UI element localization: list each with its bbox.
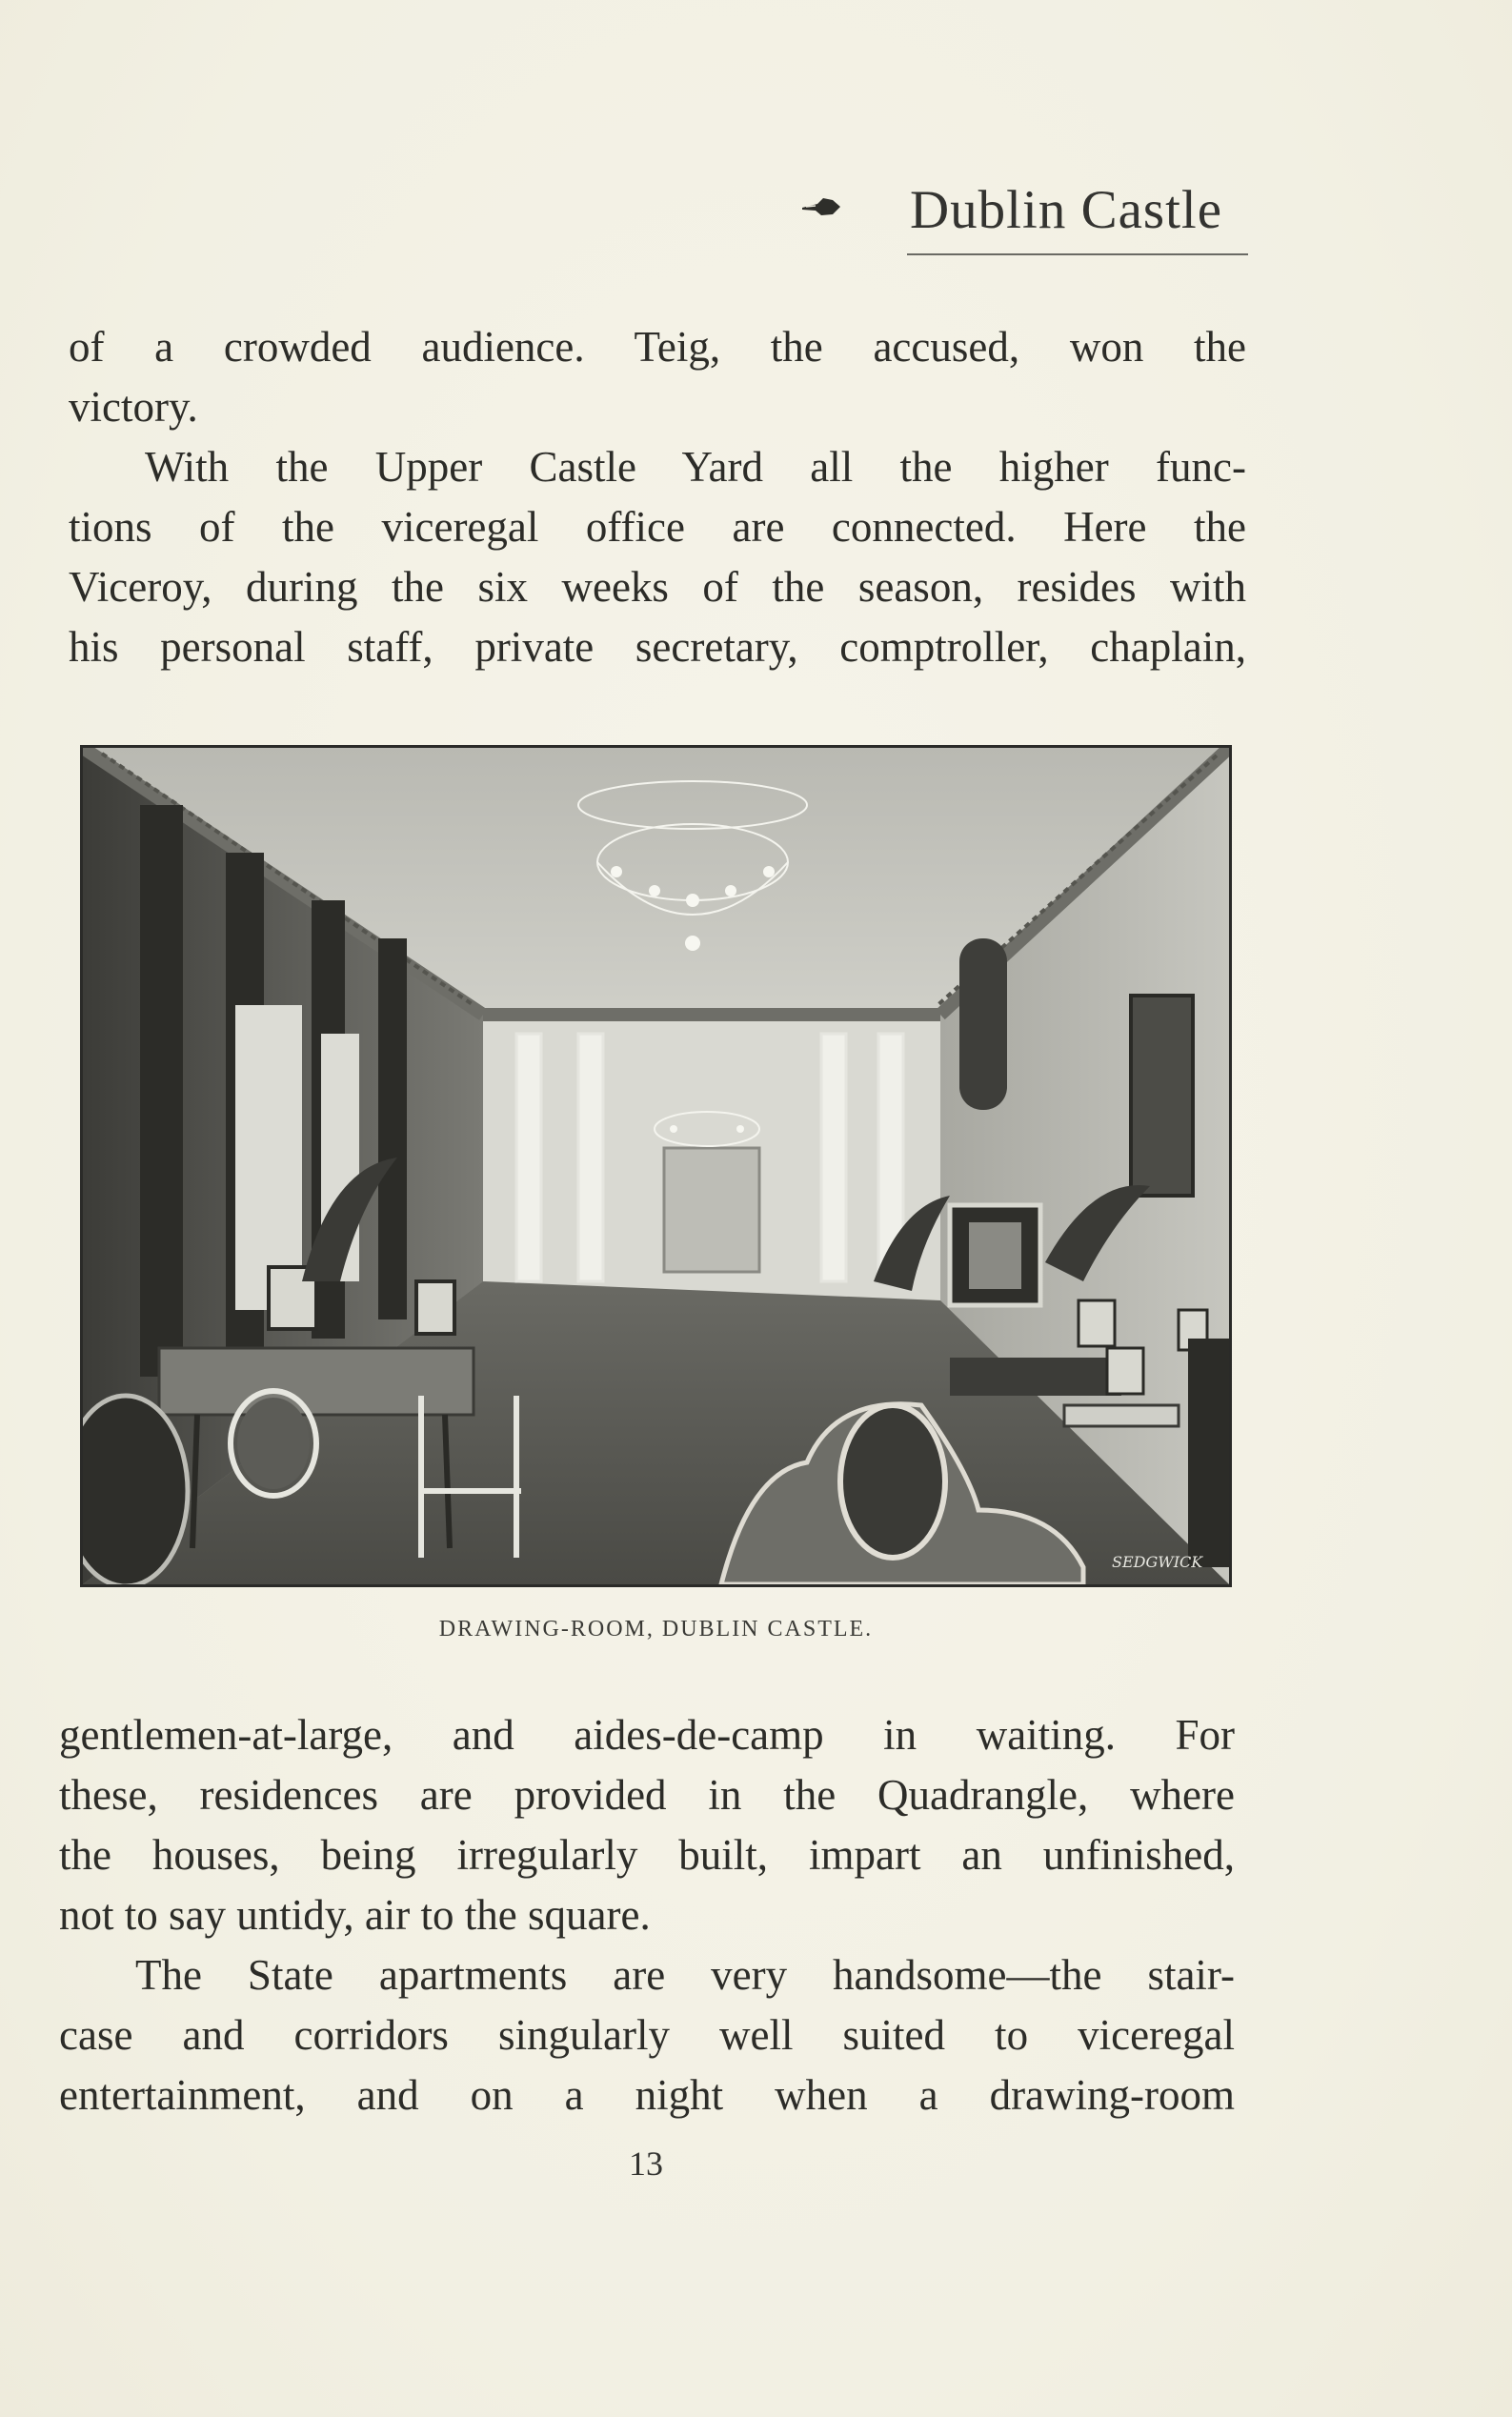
page-number: 13 (629, 2145, 663, 2183)
text-line: gentlemen-at-large, and aides-de-camp in waiting. For (59, 1711, 1235, 1759)
text-line: With the Upper Castle Yard all the higher func- (145, 443, 1246, 491)
drawing-room-illustration (80, 745, 1232, 1587)
paragraph (69, 317, 1246, 437)
running-head-rule (907, 253, 1248, 255)
hand-pointer-ornament-icon (800, 192, 842, 221)
text-line: his personal staff, private secretary, comptroller, chaplain, (69, 623, 1246, 671)
paragraph (69, 437, 1246, 677)
body-text-top (69, 317, 1246, 677)
text-line: victory. (69, 383, 198, 431)
text-line: not to say untidy, air to the square. (59, 1891, 651, 1939)
text-line: tions of the viceregal office are connected. Here the (69, 503, 1246, 551)
text-line: Viceroy, during the six weeks of the season, resides with (69, 563, 1246, 611)
text-line: these, residences are provided in the Quadrangle, where (59, 1771, 1235, 1819)
running-head-title: Dublin Castle (910, 180, 1223, 240)
text-line: case and corridors singularly well suited to viceregal (59, 2011, 1235, 2059)
text-line: the houses, being irregularly built, impart an unfinished, (59, 1831, 1235, 1879)
engraver-signature: SEDGWICK (1112, 1553, 1203, 1571)
paragraph (59, 1945, 1235, 2125)
running-head (800, 179, 1248, 255)
body-text-bottom (59, 1705, 1235, 2125)
paragraph (59, 1705, 1235, 1945)
figure-caption: DRAWING-ROOM, DUBLIN CASTLE. (438, 1617, 874, 1642)
text-line: The State apartments are very handsome—the stair- (135, 1951, 1235, 1999)
text-line: entertainment, and on a night when a drawing-room (59, 2071, 1235, 2119)
text-line: of a crowded audience. Teig, the accused, won the (69, 323, 1246, 371)
engraving-image (83, 748, 1229, 1584)
